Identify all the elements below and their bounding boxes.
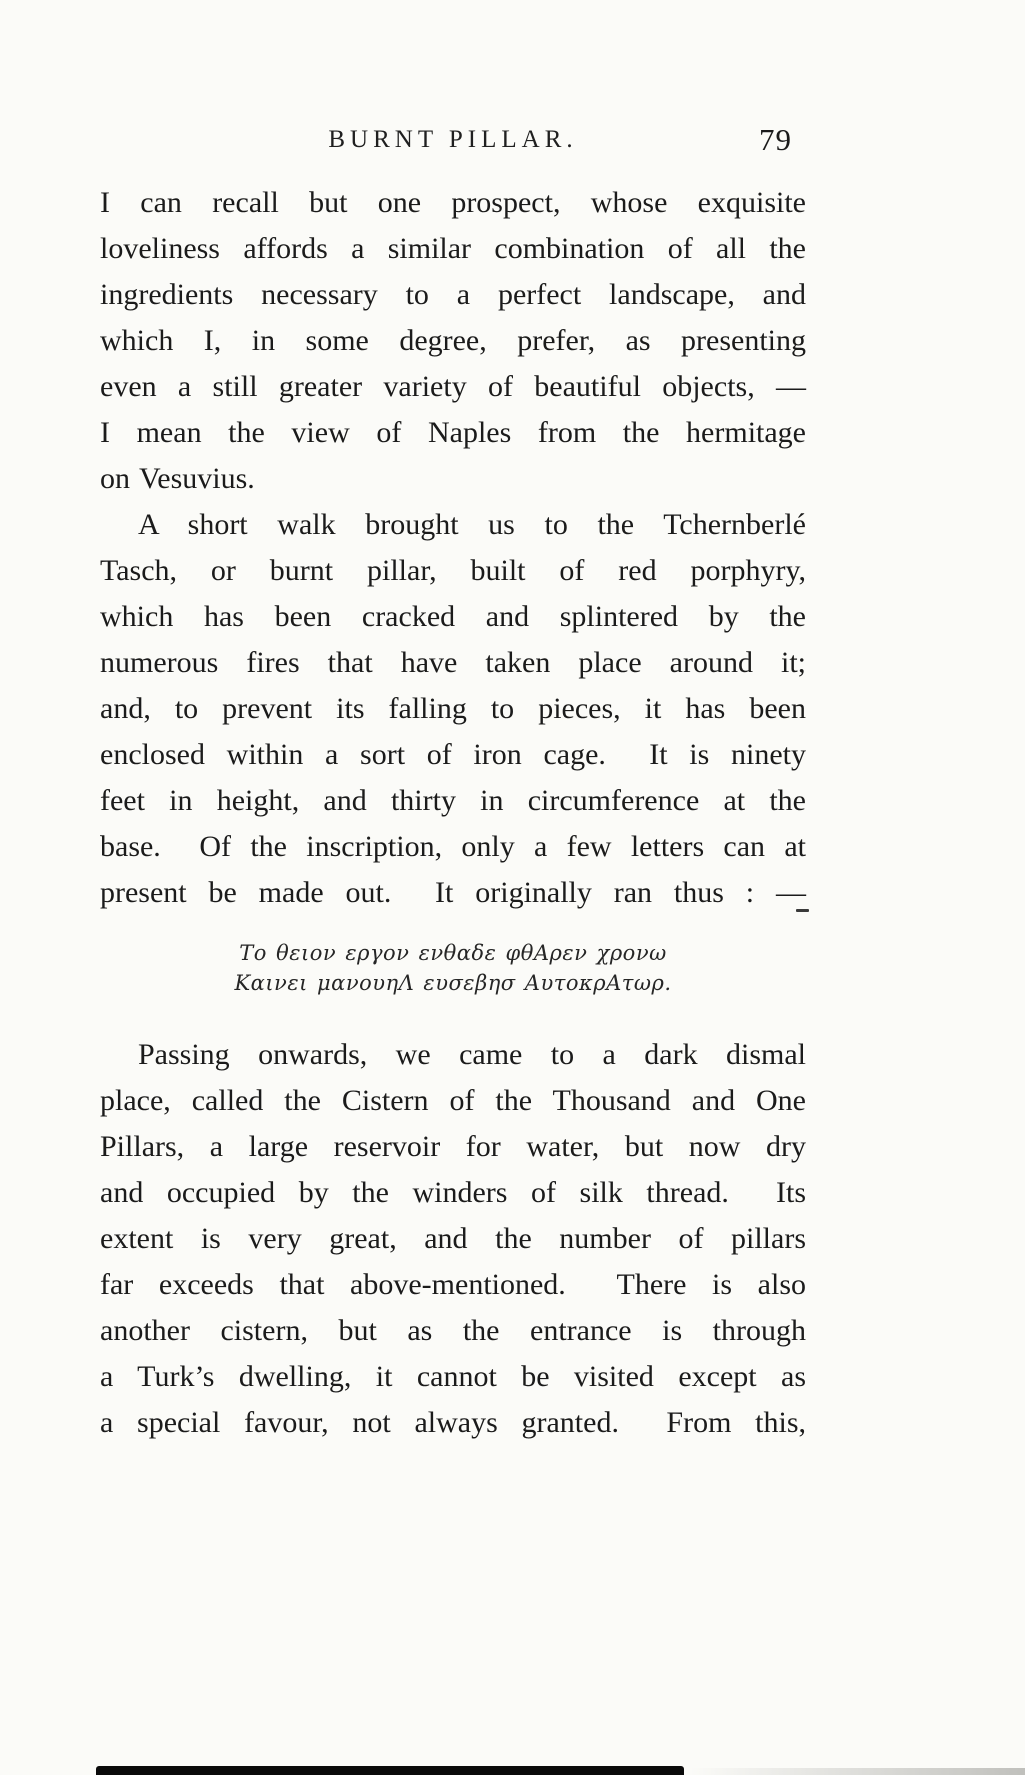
text-line: I can recall but one prospect, whose exquisite xyxy=(100,186,806,219)
text-line: ingredients necessary to a perfect landscape, and xyxy=(100,278,806,311)
text-line: A short walk brought us to the Tchernberlé xyxy=(138,508,806,541)
text-line: another cistern, but as the entrance is through xyxy=(100,1314,806,1347)
greek-inscription xyxy=(100,938,806,998)
text-line: place, called the Cistern of the Thousand and One xyxy=(100,1084,806,1117)
text-line: present be made out. It originally ran thus : — xyxy=(100,876,806,909)
text-line: on Vesuvius. xyxy=(100,462,255,495)
text-line: extent is very great, and the number of pillars xyxy=(100,1222,806,1255)
page-number: 79 xyxy=(759,122,792,157)
running-title: BURNT PILLAR. xyxy=(328,126,578,153)
scan-shadow-artifact xyxy=(690,1768,1025,1775)
text-line: Tasch, or burnt pillar, built of red porphyry, xyxy=(100,554,806,587)
text-line: Passing onwards, we came to a dark dismal xyxy=(138,1038,806,1071)
text-line: and, to prevent its falling to pieces, it has been xyxy=(100,692,806,725)
text-line: numerous fires that have taken place around it; xyxy=(100,646,806,679)
text-line: a Turk’s dwelling, it cannot be visited except as xyxy=(100,1360,806,1393)
text-line: base. Of the inscription, only a few letters can at xyxy=(100,830,806,863)
text-line: feet in height, and thirty in circumference at the xyxy=(100,784,806,817)
paragraph-3 xyxy=(100,1032,806,1446)
text-line: even a still greater variety of beautiful objects, — xyxy=(100,370,806,403)
text-line: a special favour, not always granted. From this, xyxy=(100,1406,806,1439)
page-header xyxy=(100,122,806,162)
text-line: and occupied by the winders of silk thread. Its xyxy=(100,1176,806,1209)
stray-print-mark xyxy=(796,909,809,912)
paragraph-1 xyxy=(100,180,806,502)
text-line: far exceeds that above-mentioned. There is also xyxy=(100,1268,806,1301)
greek-line: Καινει μανουηΛ ευσεβησ ΑυτοκρΑτωρ. xyxy=(234,971,672,995)
text-line: enclosed within a sort of iron cage. It is ninety xyxy=(100,738,806,771)
text-line: which I, in some degree, prefer, as presenting xyxy=(100,324,806,357)
text-line: which has been cracked and splintered by the xyxy=(100,600,806,633)
text-line: Pillars, a large reservoir for water, but now dry xyxy=(100,1130,806,1163)
scan-edge-artifact xyxy=(96,1766,684,1775)
text-block xyxy=(100,180,806,1446)
greek-line: Το θειον εργον ενθαδε φθΑρεν χρονω xyxy=(239,941,667,965)
text-line: loveliness affords a similar combination of all the xyxy=(100,232,806,265)
paragraph-2 xyxy=(100,502,806,916)
text-line: I mean the view of Naples from the hermitage xyxy=(100,416,806,449)
